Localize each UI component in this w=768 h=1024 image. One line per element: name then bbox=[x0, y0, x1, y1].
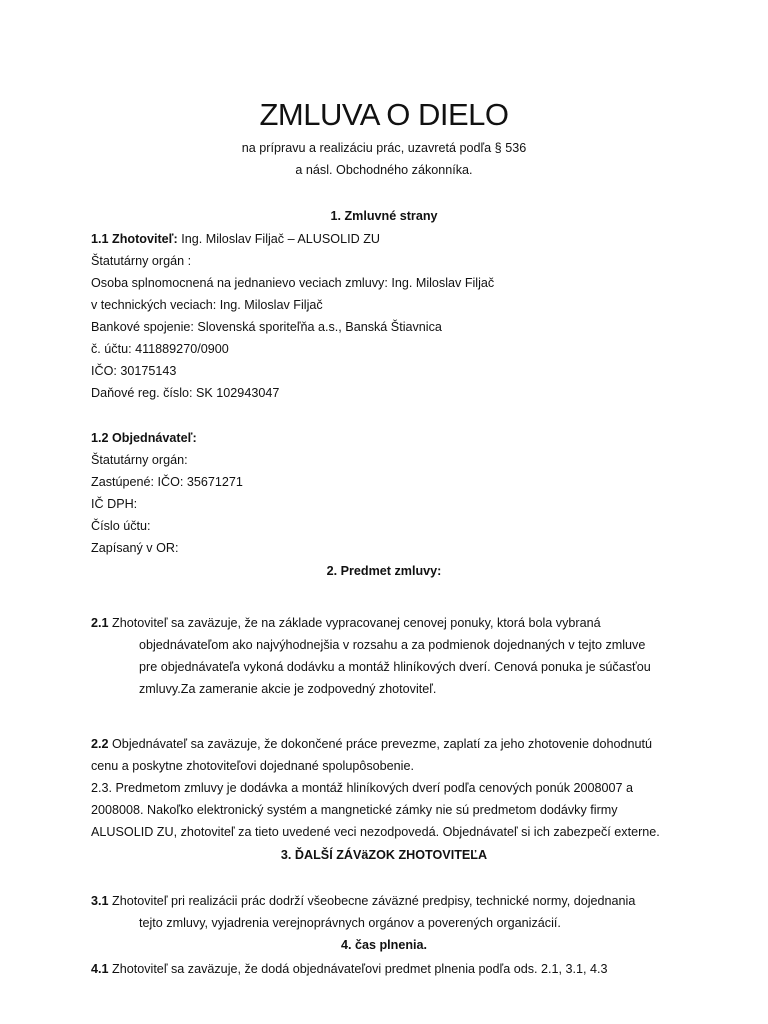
client-register: Zapísaný v OR: bbox=[91, 541, 179, 555]
clause-2-1-line-2: objednávateľom ako najvýhodnejšia v rozsahu a za podmienok dojednaných v tejto zmluve bbox=[139, 638, 646, 652]
clause-2-1-line-3: pre objednávateľa vykoná dodávku a montáž hliníkových dverí. Cenová ponuka je súčasťou bbox=[139, 660, 651, 674]
clause-2-1-line-4: zmluvy.Za zameranie akcie je zodpovedný zhotoviteľ. bbox=[139, 682, 437, 696]
contractor-ico: IČO: 30175143 bbox=[91, 364, 177, 378]
clause-2-3-line-1: 2.3. Predmetom zmluvy je dodávka a montáž hliníkových dverí podľa cenových ponúk 2008007 a bbox=[91, 781, 634, 795]
contractor-technical-contact: v technických veciach: Ing. Miloslav Filjač bbox=[91, 298, 323, 312]
contractor-statutory-body: Štatutárny orgán : bbox=[91, 254, 192, 268]
contractor-authorized-person: Osoba splnomocnená na jednanievo veciach zmluvy: Ing. Miloslav Filjač bbox=[91, 276, 495, 290]
clause-2-1-number: 2.1 bbox=[91, 616, 109, 630]
contractor-account-number: č. účtu: 411889270/0900 bbox=[91, 342, 229, 356]
clause-2-2-text: Objednávateľ sa zaväzuje, že dokončené práce prevezme, zaplatí za jeho zhotovenie dohodnutú bbox=[108, 737, 652, 751]
client-account-number: Číslo účtu: bbox=[91, 519, 151, 533]
clause-3-1-first-line bbox=[91, 892, 635, 910]
document-subtitle-line-1: na prípravu a realizáciu prác, uzavretá podľa § 536 bbox=[241, 141, 527, 155]
clause-3-1-number: 3.1 bbox=[91, 894, 109, 908]
document-subtitle-line-2: a násl. Obchodného zákonníka. bbox=[295, 163, 473, 177]
client-statutory-body: Štatutárny orgán: bbox=[91, 453, 188, 467]
contractor-value: Ing. Miloslav Filjač – ALUSOLID ZU bbox=[177, 232, 380, 246]
clause-2-2-line-2: cenu a poskytne zhotoviteľovi dojednané spolupôsobenie. bbox=[91, 759, 414, 773]
clause-3-1-line-2: tejto zmluvy, vyjadrenia verejnoprávnych orgánov a poverených organizácií. bbox=[139, 916, 561, 930]
client-represented: Zastúpené: IČO: 35671271 bbox=[91, 475, 243, 489]
section-1-heading: 1. Zmluvné strany bbox=[330, 209, 438, 223]
client-label bbox=[91, 429, 197, 447]
clause-2-3-line-2: 2008008. Nakoľko elektronický systém a mangnetické zámky nie sú predmetom dodávky firmy bbox=[91, 803, 618, 817]
client-label-text: 1.2 Objednávateľ: bbox=[91, 431, 197, 445]
clause-2-3-line-3: ALUSOLID ZU, zhotoviteľ za tieto uvedené veci nezodpovedá. Objednávateľ si ich zabezpečí externe. bbox=[91, 825, 660, 839]
contractor-bank: Bankové spojenie: Slovenská sporiteľňa a.s., Banská Štiavnica bbox=[91, 320, 442, 334]
document-title: ZMLUVA O DIELO bbox=[259, 97, 509, 132]
contractor-line bbox=[91, 230, 380, 248]
clause-4-1-number: 4.1 bbox=[91, 962, 109, 976]
contractor-label: 1.1 Zhotoviteľ: bbox=[91, 232, 178, 246]
clause-2-2-first-line bbox=[91, 735, 652, 753]
section-2-heading: 2. Predmet zmluvy: bbox=[326, 564, 442, 578]
contractor-tax-id: Daňové reg. číslo: SK 102943047 bbox=[91, 386, 280, 400]
clause-2-1-first-line bbox=[91, 614, 601, 632]
clause-2-2-number: 2.2 bbox=[91, 737, 109, 751]
clause-3-1-text: Zhotoviteľ pri realizácii prác dodrží všeobecne záväzné predpisy, technické normy, dojednania bbox=[108, 894, 636, 908]
clause-2-1-text: Zhotoviteľ sa zaväzuje, že na základe vypracovanej cenovej ponuky, ktorá bola vybraná bbox=[108, 616, 601, 630]
clause-4-1-text: Zhotoviteľ sa zaväzuje, že dodá objednávateľovi predmet plnenia podľa ods. 2.1, 3.1, 4.3 bbox=[108, 962, 608, 976]
section-3-heading: 3. ĎALŠÍ ZÁVäZOK ZHOTOVITEĽA bbox=[280, 848, 488, 862]
clause-4-1-first-line bbox=[91, 960, 608, 978]
client-vat-id: IČ DPH: bbox=[91, 497, 138, 511]
section-4-heading: 4. čas plnenia. bbox=[340, 938, 428, 952]
